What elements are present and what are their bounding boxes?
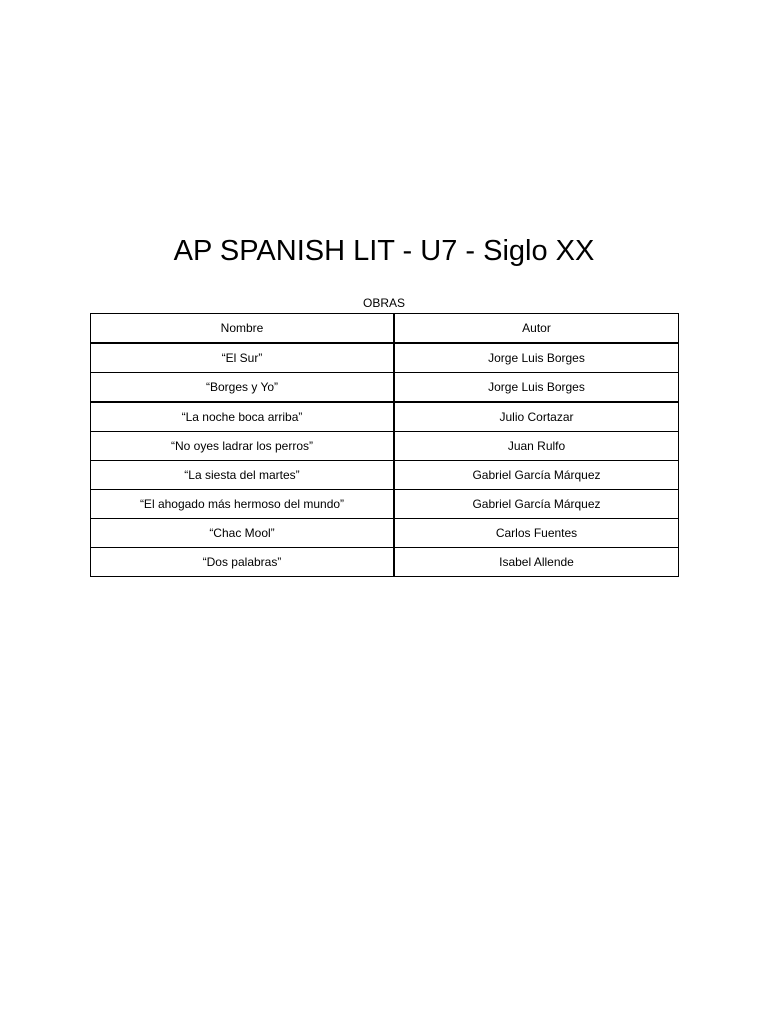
table-header-row (91, 314, 679, 344)
author-cell: Jorge Luis Borges (394, 373, 679, 403)
author-cell: Gabriel García Márquez (394, 490, 679, 519)
table-row (91, 519, 679, 548)
works-table (90, 313, 679, 577)
table-row (91, 343, 679, 373)
table-row (91, 548, 679, 577)
column-header-nombre: Nombre (91, 314, 395, 344)
author-cell: Isabel Allende (394, 548, 679, 577)
work-title-cell: “Borges y Yo” (91, 373, 395, 403)
author-cell: Gabriel García Márquez (394, 461, 679, 490)
work-title-cell: “Dos palabras” (91, 548, 395, 577)
author-cell: Jorge Luis Borges (394, 343, 679, 373)
author-cell: Carlos Fuentes (394, 519, 679, 548)
table-row (91, 373, 679, 403)
table-row (91, 461, 679, 490)
table-row (91, 402, 679, 432)
work-title-cell: “La noche boca arriba” (91, 402, 395, 432)
author-cell: Julio Cortazar (394, 402, 679, 432)
table-caption: OBRAS (362, 296, 405, 310)
work-title-cell: “No oyes ladrar los perros” (91, 432, 395, 461)
page-title: AP SPANISH LIT - U7 - Siglo XX (173, 235, 595, 267)
work-title-cell: “La siesta del martes” (91, 461, 395, 490)
column-header-autor: Autor (394, 314, 679, 344)
author-cell: Juan Rulfo (394, 432, 679, 461)
work-title-cell: “Chac Mool” (91, 519, 395, 548)
work-title-cell: “El Sur” (91, 343, 395, 373)
table-row (91, 490, 679, 519)
table-row (91, 432, 679, 461)
work-title-cell: “El ahogado más hermoso del mundo” (91, 490, 395, 519)
